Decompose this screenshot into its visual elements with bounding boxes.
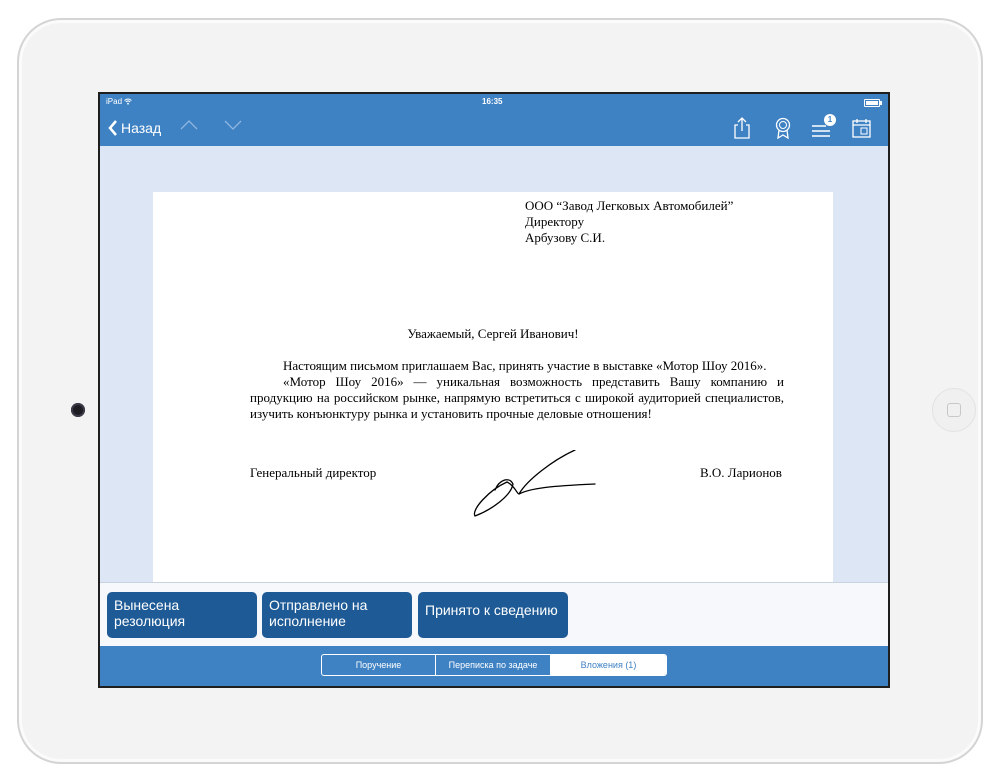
- resolution-button[interactable]: Вынесена резолюция: [107, 592, 257, 638]
- salutation: Уважаемый, Сергей Иванович!: [407, 326, 579, 341]
- award-icon[interactable]: [771, 116, 795, 140]
- recipient-address: [525, 198, 825, 246]
- address-line: Арбузову С.И.: [525, 230, 606, 245]
- chevron-up-icon[interactable]: [180, 120, 198, 130]
- home-button[interactable]: [932, 388, 976, 432]
- signer-name: В.О. Ларионов: [700, 465, 782, 480]
- signer-role: Генеральный директор: [250, 465, 377, 480]
- bottom-bar: [100, 646, 888, 686]
- list-icon[interactable]: [810, 116, 834, 140]
- tab-attachments[interactable]: Вложения (1): [551, 655, 666, 675]
- action-bar: [100, 582, 888, 646]
- screen: [98, 92, 890, 688]
- acknowledged-button[interactable]: Принято к сведению: [418, 592, 568, 638]
- paragraph: Настоящим письмом приглашаем Вас, принять участие в выставке «Мотор Шоу 2016».: [283, 358, 767, 373]
- share-icon[interactable]: [730, 116, 754, 140]
- device-label: [106, 97, 132, 106]
- app-display: [100, 94, 888, 686]
- sent-for-execution-button[interactable]: Отправлено на исполнение: [262, 592, 412, 638]
- wifi-icon: [124, 98, 132, 105]
- battery-icon: [864, 99, 880, 107]
- chevron-left-icon: [108, 120, 118, 136]
- back-button[interactable]: [108, 118, 161, 138]
- tab-correspondence[interactable]: Переписка по задаче: [436, 655, 551, 675]
- chevron-down-icon[interactable]: [224, 120, 242, 130]
- handwritten-signature: [471, 450, 606, 520]
- back-label: Назад: [121, 120, 162, 136]
- status-bar: [100, 94, 888, 110]
- tab-assignment[interactable]: Поручение: [322, 655, 436, 675]
- address-line: Директору: [525, 214, 585, 229]
- top-bar: [100, 94, 888, 146]
- address-line: ООО “Завод Легковых Автомобилей”: [525, 198, 734, 213]
- letter-body: [250, 358, 784, 422]
- device-name: iPad: [106, 97, 123, 106]
- tasks-badge: 1: [824, 114, 836, 126]
- front-camera: [71, 403, 85, 417]
- home-icon: [947, 403, 961, 417]
- status-time: 16:35: [482, 97, 503, 106]
- document-viewer[interactable]: [100, 146, 888, 582]
- paragraph: «Мотор Шоу 2016» — уникальная возможность представить Вашу компанию и продукцию на российском рынке, напрямую встретиться с широкой аудиторией специалистов, изучить конъюнктуру рынка и установить прочные деловые отношения!: [250, 374, 784, 421]
- calendar-icon[interactable]: [850, 116, 874, 140]
- tab-segmented-control: [321, 654, 667, 676]
- letter-page: [153, 192, 833, 582]
